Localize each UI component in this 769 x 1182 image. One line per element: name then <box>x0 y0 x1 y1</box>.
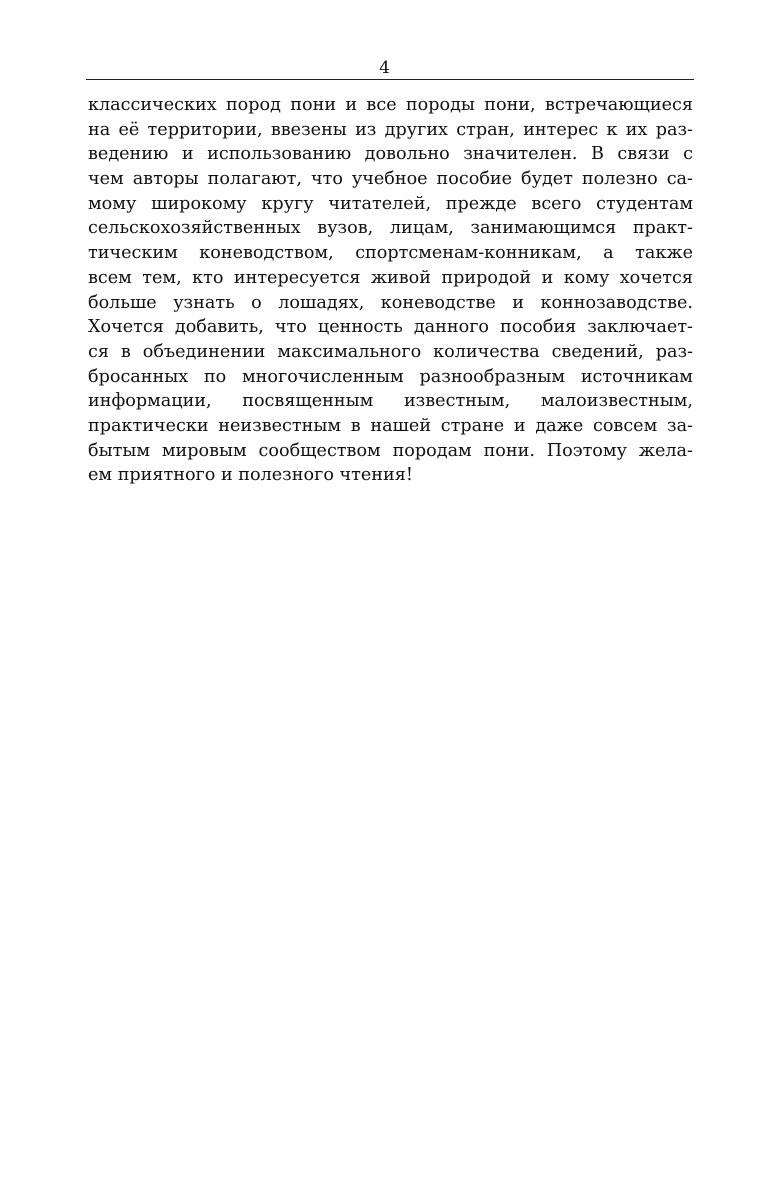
text-line-10: Хочется добавить, что ценность данного пособия заключает- <box>88 317 693 338</box>
text-line-11: ся в объединении максимального количества сведений, раз- <box>88 341 693 362</box>
text-line-2: на её территории, ввезены из других стран, интерес к их раз- <box>88 119 693 140</box>
text-line-8: всем тем, кто интересуется живой природой и кому хочется <box>88 267 693 288</box>
text-line-12: бросанных по многочисленным разнообразным источникам <box>88 366 693 387</box>
text-line-16: ем приятного и полезного чтения! <box>88 465 413 486</box>
page-number: 4 <box>379 58 390 78</box>
header-rule <box>86 79 694 80</box>
text-line-14: практически неизвестным в нашей стране и даже совсем за- <box>88 415 693 436</box>
text-line-6: сельскохозяйственных вузов, лицам, занимающимся практ- <box>88 218 693 239</box>
text-line-3: ведению и использованию довольно значителен. В связи с <box>88 144 693 165</box>
text-line-1: классических пород пони и все породы пони, встречающиеся <box>88 95 693 115</box>
body-paragraph <box>88 93 693 488</box>
text-line-15: бытым мировым сообществом породам пони. Поэтому жела- <box>88 440 693 461</box>
text-line-9: больше узнать о лошадях, коневодстве и коннозаводстве. <box>88 292 693 313</box>
text-line-7: тическим коневодством, спортсменам-конникам, а также <box>88 243 693 264</box>
text-line-5: мому широкому кругу читателей, прежде всего студентам <box>88 193 693 214</box>
text-line-13: информации, посвященным известным, малоизвестным, <box>88 391 693 412</box>
text-line-4: чем авторы полагают, что учебное пособие будет полезно са- <box>88 169 693 190</box>
